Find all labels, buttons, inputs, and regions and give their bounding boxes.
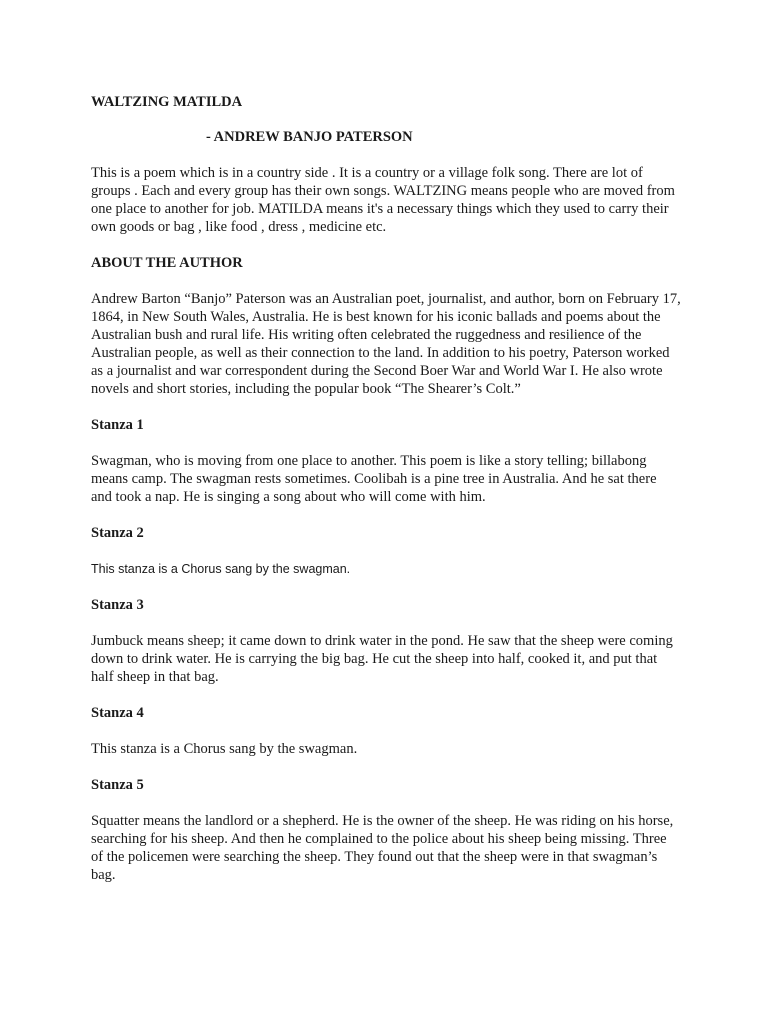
about-heading: ABOUT THE AUTHOR [91, 255, 243, 271]
stanza-3-text: Jumbuck means sheep; it came down to drink water in the pond. He saw that the sheep were coming down to drink water. He is carrying the big bag. He cut the sheep into half, cooked it, and put that half sheep in that bag. [91, 633, 673, 685]
about-paragraph: Andrew Barton “Banjo” Paterson was an Australian poet, journalist, and author, born on February 17, 1864, in New South Wales, Australia. He is best known for his iconic ballads and poems about the Australian bush and rural life. His writing often celebrated the ruggedness and resilience of the Australian people, as well as their connection to the land. In addition to his poetry, Paterson worked as a journalist and war correspondent during the Second Boer War and World War I. He also wrote novels and short stories, including the popular book “The Shearer’s Colt.” [91, 291, 681, 397]
stanza-1-heading: Stanza 1 [91, 417, 144, 433]
author-line: - ANDREW BANJO PATERSON [206, 129, 413, 145]
intro-paragraph: This is a poem which is in a country side . It is a country or a village folk song. There are lot of groups . Each and every group has their own songs. WALTZING means people who are moved from one place to another for job. MATILDA means it's a necessary things which they used to carry their own goods or bag , like food , dress , medicine etc. [91, 165, 675, 235]
stanza-5-heading: Stanza 5 [91, 777, 144, 793]
document-page [91, 93, 681, 884]
document-title: WALTZING MATILDA [91, 94, 243, 110]
stanza-3-heading: Stanza 3 [91, 597, 144, 613]
stanza-4-text: This stanza is a Chorus sang by the swagman. [91, 741, 358, 757]
stanza-2-text: This stanza is a Chorus sang by the swagman. [91, 562, 351, 576]
stanza-1-text: Swagman, who is moving from one place to another. This poem is like a story telling; billabong means camp. The swagman rests sometimes. Coolibah is a pine tree in Australia. And he sat there and took a nap. He is singing a song about who will come with him. [91, 453, 657, 505]
stanza-2-heading: Stanza 2 [91, 525, 144, 541]
stanza-5-text: Squatter means the landlord or a shepherd. He is the owner of the sheep. He was riding on his horse, searching for his sheep. And then he complained to the police about his sheep being missing. Three of the policemen were searching the sheep. They found out that the sheep were in that swagman’s bag. [91, 813, 674, 883]
stanza-4-heading: Stanza 4 [91, 705, 144, 721]
